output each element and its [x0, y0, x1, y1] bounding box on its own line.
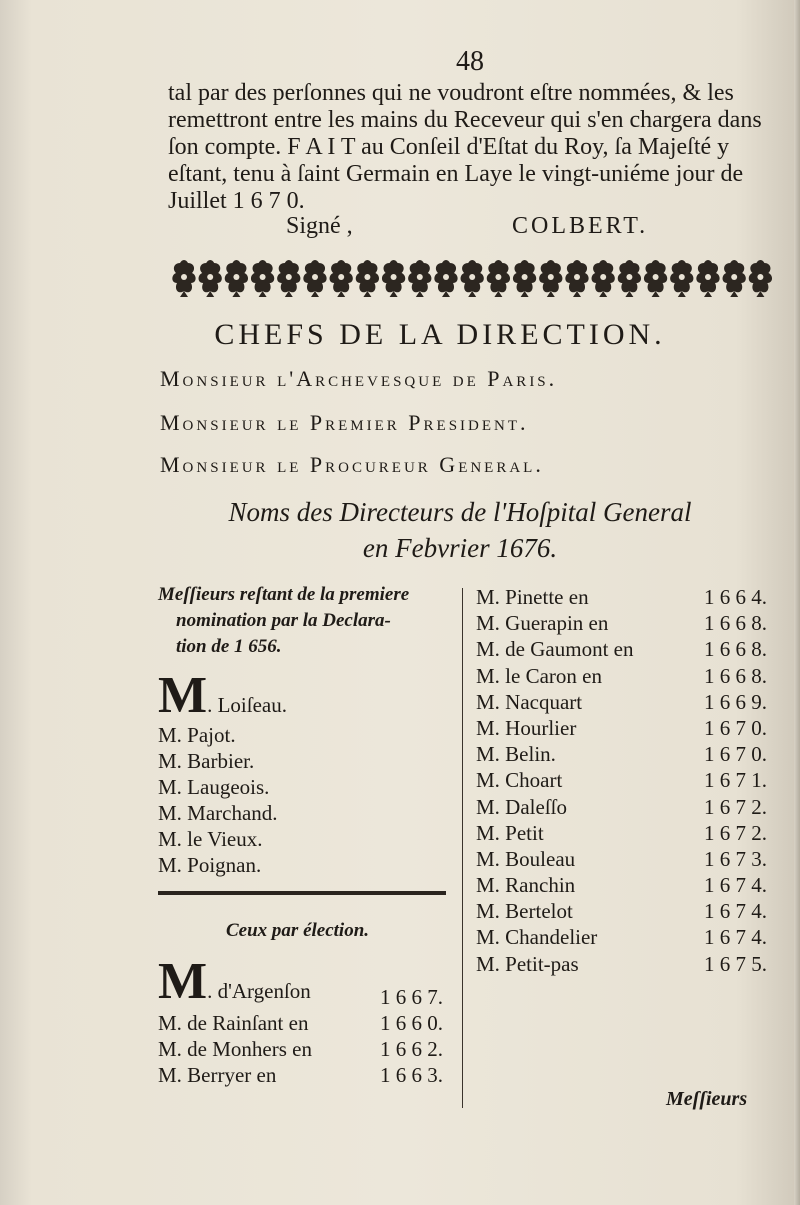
list-item: [472, 847, 772, 873]
premiere-nomination-column: [158, 582, 458, 878]
heading-line: tion de 1 656.: [176, 636, 282, 657]
list-item-name: [158, 953, 311, 1010]
fleuron-icon: [356, 260, 379, 297]
list-item-name: M. Guerapin en: [476, 611, 609, 636]
fleuron-icon: [277, 260, 300, 297]
column-divider: [462, 588, 463, 1108]
list-item-year: 1 6 6 8.: [704, 611, 767, 636]
fleuron-icon: [696, 260, 719, 297]
chef-member: Monsieur le Procureur General.: [160, 452, 544, 477]
list-item-year: 1 6 6 0.: [380, 1011, 443, 1035]
list-item: [472, 585, 772, 611]
list-item-year: 1 6 6 9.: [704, 689, 767, 714]
page-edge: [794, 0, 800, 1205]
chefs-title: CHEFS DE LA DIRECTION.: [214, 318, 666, 351]
list-item-year: 1 6 6 2.: [380, 1037, 443, 1061]
list-item-year: 1 6 7 1.: [704, 768, 767, 793]
list-item-year: 1 6 7 2.: [704, 794, 767, 819]
list-item-text: . d'Argenſon: [207, 979, 311, 1003]
fleuron-icon: [670, 260, 693, 297]
list-item-name: M. Petit-pas: [476, 951, 579, 976]
election-list: [158, 953, 458, 1088]
list-item-year: 1 6 6 3.: [380, 1063, 443, 1087]
list-item: [472, 821, 772, 847]
fleuron-icon: [461, 260, 484, 297]
signatory-name: COLBERT.: [512, 213, 649, 239]
list-item-name: M. Nacquart: [476, 689, 583, 714]
list-item-text: . Loiſeau.: [207, 693, 287, 717]
fleuron-icon: [592, 260, 615, 297]
list-item: [472, 742, 772, 768]
election-heading: Ceux par élection.: [226, 920, 370, 941]
chef-member: Monsieur l'Archevesque de Paris.: [160, 366, 558, 391]
list-item: [472, 899, 772, 925]
signature-label: Signé ,: [286, 213, 353, 239]
list-item-name: M. Bouleau: [476, 846, 576, 871]
catchword: Meſſieurs: [666, 1088, 748, 1110]
heading-line: Meſſieurs reſtant de la premiere: [158, 584, 410, 605]
directors-title: [180, 494, 740, 566]
list-item-name: M. Chandelier: [476, 925, 598, 950]
list-item: M. Marchand.: [158, 801, 278, 825]
list-item-year: 1 6 7 5.: [704, 951, 767, 976]
directors-title-line: Noms des Directeurs de l'Hoſpital General: [228, 497, 692, 527]
list-item: [472, 795, 772, 821]
fleuron-icon: [382, 260, 405, 297]
list-item: [472, 952, 772, 978]
list-item: [472, 716, 772, 742]
list-item: [472, 690, 772, 716]
list-item-name: M. Hourlier: [476, 715, 577, 740]
directors-right-column: [472, 585, 772, 978]
list-item-name: M. Petit: [476, 820, 544, 845]
list-item-year: 1 6 7 4.: [704, 925, 767, 950]
list-item-name: M. Berryer en: [158, 1063, 277, 1087]
fleuron-icon: [723, 260, 746, 297]
intro-line: Juillet 1 6 7 0.: [168, 188, 305, 214]
intro-line: eſtant, tenu à ſaint Germain en Laye le vingt-uniéme jour de: [168, 161, 744, 187]
list-item: M. Laugeois.: [158, 775, 270, 799]
fleuron-icon: [749, 260, 772, 297]
list-item-name: M. Ranchin: [476, 873, 576, 898]
heading-line: nomination par la Declara-: [176, 610, 391, 631]
list-item: M. Barbier.: [158, 749, 255, 773]
list-item: [158, 953, 458, 1010]
fleuron-icon: [199, 260, 222, 297]
list-item-name: M. Daleſſo: [476, 794, 567, 819]
printer-ornament-band: [166, 258, 772, 298]
premiere-nomination-list: [158, 722, 458, 878]
list-item: M. Pajot.: [158, 723, 236, 747]
list-item-year: 1 6 7 3.: [704, 846, 767, 871]
list-item: [472, 925, 772, 951]
fleuron-icon: [565, 260, 588, 297]
list-item-name: M. de Monhers en: [158, 1037, 312, 1061]
list-item-year: 1 6 6 8.: [704, 637, 767, 662]
section-rule: [158, 891, 446, 895]
list-item: M. le Vieux.: [158, 827, 263, 851]
fleuron-icon: [487, 260, 510, 297]
list-item: M. Poignan.: [158, 853, 262, 877]
fleuron-icon: [539, 260, 562, 297]
chef-member: Monsieur le Premier President.: [160, 410, 529, 435]
list-item-name: M. de Rainſant en: [158, 1011, 309, 1035]
intro-line: ſon compte. F A I T au Conſeil d'Eſtat du Roy, ſa Majeſté y: [168, 134, 730, 160]
fleuron-icon: [618, 260, 641, 297]
list-item-name: M. Pinette en: [476, 585, 589, 609]
page-number: 48: [456, 46, 484, 77]
premiere-nomination-heading: [158, 582, 458, 660]
fleuron-icon: [172, 260, 195, 297]
list-item: [472, 873, 772, 899]
list-item: [472, 637, 772, 663]
directors-title-line: en Febvrier 1676.: [362, 533, 558, 563]
list-item: [158, 667, 458, 724]
fleuron-icon: [225, 260, 248, 297]
list-item: [158, 1062, 458, 1088]
intro-line: tal par des perſonnes qui ne voudront eſtre nommées, & les: [168, 80, 734, 106]
list-item: [472, 611, 772, 637]
list-item-year: 1 6 6 4.: [704, 585, 767, 609]
list-item-year: 1 6 7 0.: [704, 742, 767, 767]
fleuron-icon: [408, 260, 431, 297]
list-item: [158, 1036, 458, 1062]
fleuron-icon: [251, 260, 274, 297]
list-item-name: M. Choart: [476, 768, 563, 793]
fleuron-icon: [303, 260, 326, 297]
intro-line: remettront entre les mains du Receveur qui s'en chargera dans: [168, 107, 762, 133]
list-item-year: 1 6 6 7.: [380, 985, 443, 1009]
fleuron-icon: [644, 260, 667, 297]
list-item: [158, 1010, 458, 1036]
list-item-year: 1 6 7 2.: [704, 820, 767, 845]
drop-initial: M: [158, 667, 208, 724]
drop-initial: M: [158, 953, 208, 1010]
list-item: [472, 768, 772, 794]
list-item-name: M. de Gaumont en: [476, 637, 634, 662]
list-item-name: M. le Caron en: [476, 663, 602, 688]
intro-paragraph: [168, 80, 780, 215]
fleuron-icon: [513, 260, 536, 297]
list-item-name: M. Bertelot: [476, 899, 573, 924]
list-item-year: 1 6 6 8.: [704, 663, 767, 688]
fleuron-icon: [434, 260, 457, 297]
list-item-year: 1 6 7 0.: [704, 715, 767, 740]
list-item-year: 1 6 7 4.: [704, 899, 767, 924]
list-item: [472, 664, 772, 690]
list-item-name: M. Belin.: [476, 742, 556, 767]
fleuron-icon: [330, 260, 353, 297]
list-item-year: 1 6 7 4.: [704, 873, 767, 898]
